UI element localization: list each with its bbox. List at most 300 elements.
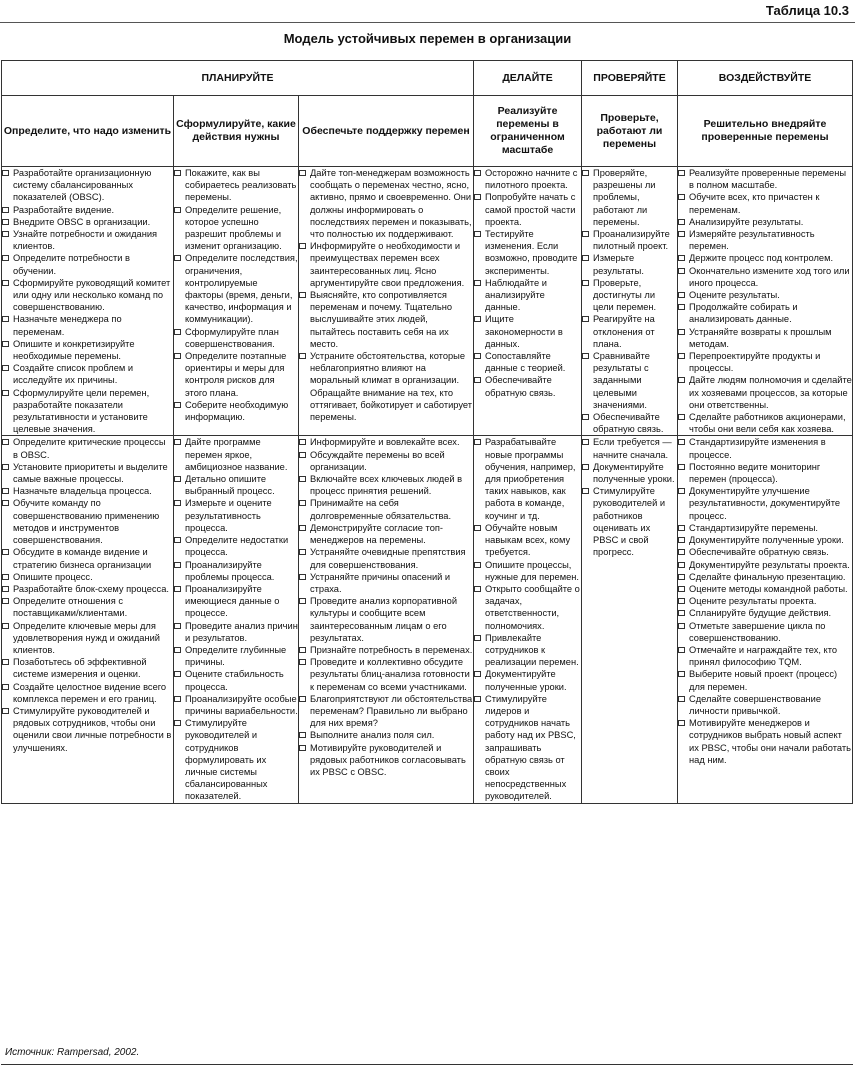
checkbox-bullet-icon bbox=[678, 414, 685, 420]
list-item bbox=[299, 644, 473, 656]
checkbox-bullet-icon bbox=[678, 170, 685, 176]
list-item-text: Включайте всех ключевых людей в процесс принятия решений. bbox=[310, 474, 463, 497]
list-item bbox=[678, 693, 852, 717]
subheader-support: Обеспечьте поддержку перемен bbox=[299, 96, 474, 167]
checkbox-bullet-icon bbox=[474, 439, 481, 445]
list-item-text: Стимулируйте руководителей и работников оценивать их PBSC и свой прогресс. bbox=[593, 486, 666, 558]
list-item bbox=[582, 167, 677, 228]
list-item bbox=[299, 742, 473, 779]
list-item-text: Создайте список проблем и исследуйте их причины. bbox=[13, 363, 134, 386]
checkbox-bullet-icon bbox=[174, 671, 181, 677]
list-item bbox=[299, 289, 473, 350]
checkbox-bullet-icon bbox=[474, 280, 481, 286]
checkbox-bullet-icon bbox=[678, 219, 685, 225]
checkbox-bullet-icon bbox=[299, 452, 306, 458]
checkbox-bullet-icon bbox=[678, 537, 685, 543]
table-cell bbox=[678, 436, 853, 803]
list-item-text: Опишите процесс. bbox=[13, 571, 93, 582]
checkbox-bullet-icon bbox=[299, 439, 306, 445]
checkbox-bullet-icon bbox=[2, 255, 9, 261]
checkbox-bullet-icon bbox=[678, 329, 685, 335]
list-item-text: Назначьте менеджера по переменам. bbox=[13, 314, 122, 337]
list-item bbox=[174, 559, 298, 583]
checkbox-bullet-icon bbox=[174, 329, 181, 335]
checkbox-bullet-icon bbox=[174, 170, 181, 176]
list-item bbox=[474, 559, 581, 583]
list-item-text: Оцените стабильность процесса. bbox=[185, 669, 284, 692]
list-item bbox=[474, 167, 581, 191]
list-item bbox=[299, 240, 473, 289]
checkbox-bullet-icon bbox=[678, 268, 685, 274]
list-item bbox=[2, 497, 173, 546]
checkbox-bullet-icon bbox=[474, 377, 481, 383]
checkbox-bullet-icon bbox=[474, 696, 481, 702]
list-item bbox=[582, 350, 677, 411]
table-cell bbox=[299, 436, 474, 803]
list-item-text: Благоприятствуют ли обстоятельства переменам? Правильно ли выбрано для них время? bbox=[310, 693, 473, 729]
list-item-text: Определите недостатки процесса. bbox=[185, 535, 289, 558]
list-item bbox=[2, 705, 173, 754]
checkbox-bullet-icon bbox=[2, 684, 9, 690]
list-item-text: Установите приоритеты и выделите самые важные процессы. bbox=[13, 461, 168, 485]
checkbox-bullet-icon bbox=[582, 280, 589, 286]
list-item-text: Попробуйте начать с самой простой части проекта. bbox=[485, 192, 576, 227]
table-cell bbox=[678, 167, 853, 436]
table-cell bbox=[582, 436, 678, 803]
list-item-text: Привлекайте сотрудников к реализации перемен. bbox=[485, 632, 579, 668]
checkbox-bullet-icon bbox=[678, 488, 685, 494]
list-item bbox=[678, 350, 852, 374]
checkbox-bullet-icon bbox=[2, 574, 9, 580]
list-item bbox=[2, 362, 173, 386]
list-item bbox=[678, 252, 852, 264]
list-item-text: Сделайте совершенствование личности привычкой. bbox=[689, 693, 821, 716]
checkbox-bullet-icon bbox=[174, 255, 181, 261]
list-item bbox=[678, 546, 852, 558]
checkbox-bullet-icon bbox=[678, 696, 685, 702]
checkbox-bullet-icon bbox=[678, 647, 685, 653]
list-item-text: Разрабатывайте новые программы обучения, например, для приобретения таких навыков, как работа в команде, коучинг и тд. bbox=[485, 437, 576, 521]
list-item-text: Обеспечивайте обратную связь. bbox=[485, 375, 556, 398]
list-item-text: Стимулируйте руководителей и рядовых сотрудников, чтобы они оценили свои личные потребности в улучшениях. bbox=[13, 705, 172, 753]
list-item-text: Держите процесс под контролем. bbox=[689, 253, 834, 264]
list-item-text: Сделайте финальную презентацию. bbox=[689, 571, 846, 582]
checkbox-bullet-icon bbox=[2, 659, 9, 665]
checkbox-bullet-icon bbox=[2, 623, 9, 629]
checkbox-bullet-icon bbox=[678, 623, 685, 629]
list-item-text: Узнайте потребности и ожидания клиентов. bbox=[13, 229, 158, 252]
list-item-text: Назначьте владельца процесса. bbox=[13, 486, 152, 497]
list-item-text: Сравнивайте результаты с заданными целевыми значениями. bbox=[593, 351, 650, 410]
checkbox-bullet-icon bbox=[582, 439, 589, 445]
list-item bbox=[678, 216, 852, 228]
list-item-text: Определите решение, которое успешно разрешит проблемы и изменит организацию. bbox=[185, 204, 282, 252]
list-item bbox=[299, 449, 473, 473]
list-item bbox=[2, 436, 173, 460]
list-item-text: Создайте целостное видение всего комплекса перемен и его границ. bbox=[13, 681, 167, 704]
list-item bbox=[474, 522, 581, 559]
list-item-text: Дайте программе перемен яркое, амбициозное название. bbox=[185, 437, 288, 472]
list-item bbox=[678, 461, 852, 485]
list-item-text: Документируйте полученные уроки. bbox=[593, 461, 675, 485]
checkbox-bullet-icon bbox=[474, 170, 481, 176]
list-item bbox=[474, 583, 581, 632]
checkbox-bullet-icon bbox=[474, 316, 481, 322]
checkbox-bullet-icon bbox=[678, 598, 685, 604]
list-item bbox=[2, 216, 173, 228]
list-item bbox=[678, 167, 852, 191]
list-item-text: Определите глубинные причины. bbox=[185, 644, 287, 668]
list-item-text: Опишите и конкретизируйте необходимые перемены. bbox=[13, 338, 135, 362]
list-item bbox=[678, 191, 852, 215]
list-item-text: Документируйте полученные уроки. bbox=[485, 669, 567, 692]
checkbox-bullet-icon bbox=[174, 720, 181, 726]
list-item bbox=[678, 289, 852, 301]
checkbox-bullet-icon bbox=[299, 574, 306, 580]
list-item bbox=[299, 729, 473, 741]
list-item bbox=[174, 326, 298, 350]
table-cell bbox=[474, 436, 582, 803]
list-item-text: Демонстрируйте согласие топ-менеджеров на перемены. bbox=[310, 522, 444, 546]
list-item-text: Устраняйте возвраты к прошлым методам. bbox=[689, 326, 832, 349]
list-item bbox=[299, 473, 473, 497]
list-item-text: Определите отношения с поставщиками/клиентами. bbox=[13, 596, 128, 619]
list-item bbox=[474, 191, 581, 228]
list-item bbox=[678, 571, 852, 583]
list-item-text: Покажите, как вы собираетесь реализовать перемены. bbox=[185, 168, 297, 203]
list-item bbox=[299, 436, 473, 448]
list-item-text: Если требуется — начните сначала. bbox=[593, 437, 672, 460]
list-item-text: Мотивируйте руководителей и рядовых работников согласовывать их PBSC с OBSC. bbox=[310, 742, 466, 777]
list-item-text: Проведите анализ корпоративной культуры и сообщите всем заинтересованным лицам о его результатах. bbox=[310, 596, 458, 643]
checkbox-bullet-icon bbox=[2, 207, 9, 213]
list-item-text: Постоянно ведите мониторинг перемен (процесса). bbox=[689, 461, 821, 485]
list-item-text: Обеспечивайте обратную связь. bbox=[593, 412, 664, 435]
list-item-text: Сопоставляйте данные с теорией. bbox=[485, 351, 566, 374]
checkbox-bullet-icon bbox=[2, 464, 9, 470]
list-item-text: Обучайте новым навыкам всех, кому требуется. bbox=[485, 522, 571, 558]
list-item-text: Проведите и коллективно обсудите результаты блиц-анализа готовности к переменам со всеми участниками. bbox=[310, 657, 470, 692]
list-item-text: Стимулируйте руководителей и сотрудников формулировать их личные системы сбалансированных показателей. bbox=[185, 718, 268, 802]
list-item-text: Проанализируйте имеющиеся данные о процессе. bbox=[185, 583, 280, 619]
checkbox-bullet-icon bbox=[678, 255, 685, 261]
list-item-text: Стандартизируйте изменения в процессе. bbox=[689, 437, 826, 460]
list-item bbox=[678, 326, 852, 350]
list-item-text: Обсуждайте перемены во всей организации. bbox=[310, 449, 445, 472]
list-item-text: Проанализируйте проблемы процесса. bbox=[185, 559, 275, 582]
list-item bbox=[678, 411, 852, 435]
pdca-table bbox=[1, 60, 853, 804]
list-item-text: Реагируйте на отклонения от плана. bbox=[593, 314, 655, 349]
checkbox-bullet-icon bbox=[299, 732, 306, 738]
table-number: Таблица 10.3 bbox=[765, 3, 849, 18]
checkbox-bullet-icon bbox=[678, 574, 685, 580]
checkbox-bullet-icon bbox=[582, 231, 589, 237]
list-item bbox=[474, 228, 581, 277]
bottom-rule bbox=[1, 1064, 853, 1065]
list-item-text: Окончательно измените ход того или иного процесса. bbox=[689, 265, 850, 288]
list-item bbox=[2, 252, 173, 276]
table-cell bbox=[582, 167, 678, 436]
list-item-text: Осторожно начните с пилотного проекта. bbox=[485, 168, 578, 191]
list-item-text: Проверьте, достигнуты ли цели перемен. bbox=[593, 277, 657, 313]
list-item bbox=[299, 693, 473, 730]
checkbox-bullet-icon bbox=[678, 439, 685, 445]
list-item bbox=[299, 571, 473, 595]
table-row bbox=[2, 436, 853, 803]
checkbox-bullet-icon bbox=[678, 304, 685, 310]
checkbox-bullet-icon bbox=[678, 525, 685, 531]
list-item-text: Отметьте завершение цикла по совершенствованию. bbox=[689, 620, 826, 643]
checkbox-bullet-icon bbox=[2, 316, 9, 322]
checkbox-bullet-icon bbox=[474, 586, 481, 592]
checkbox-bullet-icon bbox=[2, 365, 9, 371]
list-item-text: Документируйте результаты проекта. bbox=[689, 559, 850, 570]
list-item bbox=[582, 411, 677, 435]
list-item-text: Сделайте работников акционерами, чтобы они вели себя как хозяева. bbox=[689, 412, 846, 435]
checkbox-bullet-icon bbox=[174, 476, 181, 482]
list-item-text: Ищите закономерности в данных. bbox=[485, 314, 563, 349]
checkbox-bullet-icon bbox=[678, 464, 685, 470]
list-item-text: Документируйте полученные уроки. bbox=[689, 535, 844, 546]
checkbox-bullet-icon bbox=[2, 219, 9, 225]
list-item bbox=[299, 595, 473, 644]
checkbox-bullet-icon bbox=[299, 659, 306, 665]
list-item bbox=[2, 228, 173, 252]
list-item-text: Измеряйте результативность перемен. bbox=[689, 229, 815, 252]
checkbox-bullet-icon bbox=[174, 562, 181, 568]
list-item bbox=[299, 167, 473, 240]
list-item bbox=[678, 485, 852, 522]
checkbox-bullet-icon bbox=[174, 696, 181, 702]
list-item bbox=[299, 350, 473, 423]
checkbox-bullet-icon bbox=[582, 316, 589, 322]
list-item bbox=[299, 656, 473, 693]
list-item bbox=[678, 668, 852, 692]
checkbox-bullet-icon bbox=[299, 353, 306, 359]
list-item bbox=[174, 583, 298, 620]
list-item bbox=[678, 436, 852, 460]
subheader-formulate: Сформулируйте, какие действия нужны bbox=[174, 96, 299, 167]
list-item-text: Определите последствия, ограничения, контролируемые факторы (время, деньги, качество, информация и коммуникации). bbox=[185, 253, 298, 325]
checkbox-bullet-icon bbox=[2, 708, 9, 714]
list-item bbox=[678, 607, 852, 619]
list-item bbox=[2, 387, 173, 436]
list-item bbox=[678, 717, 852, 766]
table-cell bbox=[174, 436, 299, 803]
list-item-text: Принимайте на себя долговременные обязательства. bbox=[310, 498, 452, 521]
list-item bbox=[174, 167, 298, 204]
checkbox-bullet-icon bbox=[2, 231, 9, 237]
list-item-text: Выполните анализ поля сил. bbox=[310, 730, 435, 741]
list-item bbox=[2, 595, 173, 619]
list-item-text: Спланируйте будущие действия. bbox=[689, 608, 832, 619]
subheader-implement: Реализуйте перемены в ограниченном масштабе bbox=[474, 96, 582, 167]
list-item bbox=[2, 313, 173, 337]
checkbox-bullet-icon bbox=[299, 525, 306, 531]
checkbox-bullet-icon bbox=[474, 231, 481, 237]
list-item bbox=[2, 461, 173, 485]
list-item-text: Обсудите в команде видение и стратегию бизнеса организации bbox=[13, 547, 152, 570]
list-item bbox=[2, 546, 173, 570]
list-item-text: Проанализируйте пилотный проект. bbox=[593, 229, 670, 252]
list-item-text: Проведите анализ причин и результатов. bbox=[185, 620, 298, 643]
checkbox-bullet-icon bbox=[2, 170, 9, 176]
checkbox-bullet-icon bbox=[299, 647, 306, 653]
list-item-text: Информируйте о необходимости и преимуществах перемен всех заинтересованных лиц. Ясно аргументируйте свои предложения. bbox=[310, 241, 465, 288]
checkbox-bullet-icon bbox=[2, 280, 9, 286]
list-item-text: Проанализируйте особые причины вариабельности. bbox=[185, 693, 298, 716]
checkbox-bullet-icon bbox=[2, 341, 9, 347]
list-item-text: Определите критические процессы в OBSC. bbox=[13, 437, 166, 460]
checkbox-bullet-icon bbox=[299, 170, 306, 176]
phase-act: ВОЗДЕЙСТВУЙТЕ bbox=[678, 61, 853, 96]
list-item-text: Информируйте и вовлекайте всех. bbox=[310, 437, 460, 448]
table-row bbox=[2, 167, 853, 436]
subheader-deploy: Решительно внедряйте проверенные перемены bbox=[678, 96, 853, 167]
list-item bbox=[582, 313, 677, 350]
list-item bbox=[2, 571, 173, 583]
list-item-text: Устраняйте причины опасений и страха. bbox=[310, 571, 451, 594]
checkbox-bullet-icon bbox=[299, 598, 306, 604]
list-item bbox=[174, 399, 298, 423]
list-item bbox=[2, 485, 173, 497]
list-item bbox=[474, 277, 581, 314]
list-item-text: Оцените методы командной работы. bbox=[689, 583, 848, 594]
list-item bbox=[678, 301, 852, 325]
checkbox-bullet-icon bbox=[174, 623, 181, 629]
checkbox-bullet-icon bbox=[2, 500, 9, 506]
list-item bbox=[678, 583, 852, 595]
list-item-text: Признайте потребность в переменах. bbox=[310, 644, 473, 655]
list-item bbox=[299, 497, 473, 521]
list-item-text: Измерьте и оцените результативность процесса. bbox=[185, 498, 272, 533]
checkbox-bullet-icon bbox=[2, 390, 9, 396]
list-item bbox=[2, 167, 173, 204]
list-item-text: Разработайте блок-схему процесса. bbox=[13, 583, 169, 594]
list-item-text: Соберите необходимую информацию. bbox=[185, 399, 289, 423]
list-item-text: Открыто сообщайте о задачах, ответственности, полномочиях. bbox=[485, 583, 580, 631]
list-item bbox=[582, 436, 677, 460]
list-item-text: Реализуйте проверенные перемены в полном масштабе. bbox=[689, 168, 847, 191]
checkbox-bullet-icon bbox=[2, 439, 9, 445]
list-item-text: Сформулируйте план совершенствования. bbox=[185, 326, 279, 349]
checkbox-bullet-icon bbox=[299, 292, 306, 298]
list-item bbox=[582, 277, 677, 314]
checkbox-bullet-icon bbox=[2, 549, 9, 555]
list-item bbox=[174, 668, 298, 692]
checkbox-bullet-icon bbox=[582, 170, 589, 176]
list-item-text: Тестируйте изменения. Если возможно, проводите эксперименты. bbox=[485, 229, 578, 276]
list-item bbox=[474, 436, 581, 521]
list-item bbox=[582, 252, 677, 276]
checkbox-bullet-icon bbox=[2, 488, 9, 494]
list-item bbox=[678, 644, 852, 668]
list-item-text: Опишите процессы, нужные для перемен. bbox=[485, 559, 579, 582]
list-item bbox=[299, 522, 473, 546]
list-item bbox=[474, 632, 581, 669]
list-item bbox=[174, 717, 298, 802]
checkbox-bullet-icon bbox=[678, 671, 685, 677]
list-item bbox=[582, 485, 677, 558]
list-item-text: Разработайте организационную систему сбалансированных показателей (OBSC). bbox=[13, 168, 152, 203]
table-cell bbox=[299, 167, 474, 436]
checkbox-bullet-icon bbox=[174, 500, 181, 506]
subheader-check: Проверьте, работают ли перемены bbox=[582, 96, 678, 167]
checkbox-bullet-icon bbox=[474, 194, 481, 200]
list-item-text: Продолжайте собирать и анализировать данные. bbox=[689, 302, 798, 325]
list-item-text: Оцените результаты проекта. bbox=[689, 596, 817, 607]
checkbox-bullet-icon bbox=[582, 464, 589, 470]
list-item-text: Выясняйте, кто сопротивляется переменам и почему. Тщательно выслушивайте этих людей, пытайтесь поставить себя на их место. bbox=[310, 290, 453, 349]
checkbox-bullet-icon bbox=[678, 610, 685, 616]
list-item bbox=[2, 277, 173, 314]
list-item bbox=[174, 473, 298, 497]
list-item bbox=[174, 350, 298, 399]
list-item bbox=[678, 620, 852, 644]
checkbox-bullet-icon bbox=[299, 476, 306, 482]
list-item bbox=[2, 583, 173, 595]
checkbox-bullet-icon bbox=[582, 488, 589, 494]
checkbox-bullet-icon bbox=[299, 745, 306, 751]
checkbox-bullet-icon bbox=[678, 353, 685, 359]
list-item bbox=[174, 693, 298, 717]
title-rule bbox=[0, 22, 855, 23]
list-item-text: Проверяйте, разрешены ли проблемы, работают ли перемены. bbox=[593, 168, 656, 227]
checkbox-bullet-icon bbox=[174, 586, 181, 592]
list-item bbox=[678, 265, 852, 289]
checkbox-bullet-icon bbox=[2, 586, 9, 592]
list-item bbox=[2, 204, 173, 216]
source-note: Источник: Rampersad, 2002. bbox=[5, 1047, 140, 1058]
checkbox-bullet-icon bbox=[678, 720, 685, 726]
table-cell bbox=[2, 436, 174, 803]
table-cell bbox=[174, 167, 299, 436]
checkbox-bullet-icon bbox=[474, 635, 481, 641]
checkbox-bullet-icon bbox=[678, 292, 685, 298]
checkbox-bullet-icon bbox=[174, 353, 181, 359]
list-item-text: Мотивируйте менеджеров и сотрудников выбрать новый аспект их PBSC, чтобы они начали работать над ним. bbox=[689, 718, 851, 765]
list-item bbox=[2, 656, 173, 680]
table-title: Модель устойчивых перемен в организации bbox=[283, 31, 572, 46]
list-item-text: Оцените результаты. bbox=[689, 290, 780, 301]
list-item bbox=[174, 252, 298, 325]
list-item bbox=[678, 534, 852, 546]
checkbox-bullet-icon bbox=[299, 696, 306, 702]
list-item bbox=[474, 668, 581, 692]
list-item-text: Определите поэтапные ориентиры и меры для контроля рисков для этого плана. bbox=[185, 351, 287, 398]
list-item bbox=[678, 228, 852, 252]
list-item-text: Документируйте улучшение результативности, документируйте процесс. bbox=[689, 486, 841, 521]
checkbox-bullet-icon bbox=[582, 255, 589, 261]
list-item-text: Сформулируйте цели перемен, разработайте показатели результативности и установите целевые значения. bbox=[13, 387, 150, 435]
list-item bbox=[582, 228, 677, 252]
checkbox-bullet-icon bbox=[474, 562, 481, 568]
checkbox-bullet-icon bbox=[174, 402, 181, 408]
list-item-text: Анализируйте результаты. bbox=[689, 216, 804, 227]
list-item-text: Стандартизируйте перемены. bbox=[689, 522, 818, 533]
list-item-text: Детально опишите выбранный процесс. bbox=[185, 474, 275, 497]
checkbox-bullet-icon bbox=[174, 647, 181, 653]
list-item-text: Наблюдайте и анализируйте данные. bbox=[485, 277, 547, 313]
list-item-text: Обучите всех, кто причастен к переменам. bbox=[689, 192, 820, 215]
checkbox-bullet-icon bbox=[2, 598, 9, 604]
list-item bbox=[174, 436, 298, 473]
checkbox-bullet-icon bbox=[582, 353, 589, 359]
checkbox-bullet-icon bbox=[299, 500, 306, 506]
list-item bbox=[582, 461, 677, 485]
phase-plan: ПЛАНИРУЙТЕ bbox=[2, 61, 474, 96]
